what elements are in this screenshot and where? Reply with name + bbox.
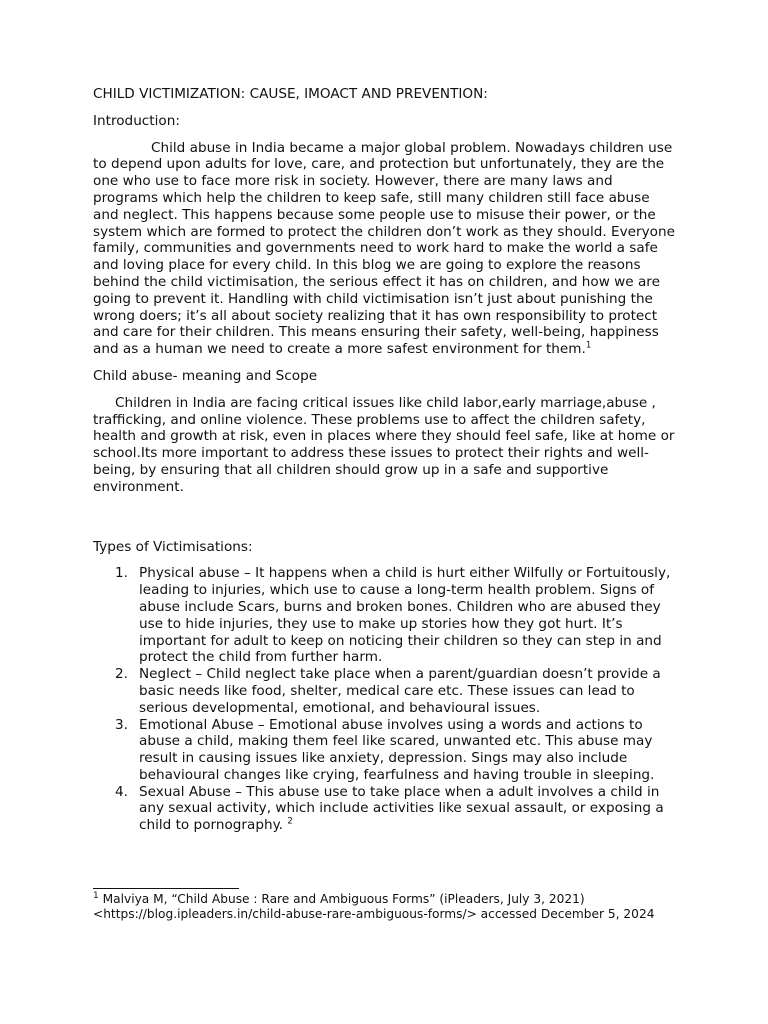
introduction-heading: Introduction: [93, 112, 180, 129]
footnote-mark: 1 [93, 890, 99, 901]
footnote-separator [93, 888, 239, 889]
list-item-text: Physical abuse – It happens when a child is hurt either Wilfully or Fortuitously, leading to injuries, which use to cause a long-term health problem. Signs of abuse include Scars, burns and broken bones. Children who are abused they use to hide injuries, they use to make up stories how they got hurt. It’s important for adult to keep on noticing their children so they can step in and protect the child from further harm. [139, 565, 671, 666]
blank-line [93, 506, 678, 539]
document-page [93, 86, 678, 834]
footnote-text: Malviya M, “Child Abuse : Rare and Ambiguous Forms” (iPleaders, July 3, 2021) <https://blog.ipleaders.in/child-abuse-rare-ambiguous-forms/> accessed December 5, 2024 [93, 892, 655, 921]
footnote-ref-2[interactable]: 2 [287, 816, 293, 827]
list-item [93, 565, 678, 666]
list-number: 3. [115, 716, 128, 733]
list-item-text [139, 784, 678, 834]
footnote [93, 892, 678, 922]
list-number: 1. [115, 565, 128, 582]
list-item [93, 784, 678, 834]
list-item-text: Emotional Abuse – Emotional abuse involves using a words and actions to abuse a child, making them feel like scared, unwanted etc. This abuse may result in causing issues like anxiety, depression. Sings may also include behavioural changes like crying, fearfulness and having trouble in sleeping. [139, 716, 655, 783]
introduction-text: Child abuse in India became a major global problem. Nowadays children use to depend upon adults for love, care, and protection but unfortunately, they are the one who use to face more risk in society. However, there are many laws and programs which help the children to keep safe, still many children still face abuse and neglect. This happens because some people use to misuse their power, or the system which are formed to protect the children don’t work as they should. Everyone family, communities and governments need to work hard to make the world a safe and loving place for every child. In this blog we are going to explore the reasons behind the child victimisation, the serious effect it has on children, and how we are going to prevent it. Handling with child victimisation isn’t just about punishing the wrong doers; it’s all about society realizing that it has own responsibility to protect and care for their children. This means ensuring their safety, well-being, happiness and as a human we need to create a more safest environment for them. [93, 139, 675, 358]
list-item-text: Neglect – Child neglect take place when a parent/guardian doesn’t provide a basic needs like food, shelter, medical care etc. These issues can lead to serious developmental, emotional, and behavioural issues. [139, 666, 661, 716]
introduction-paragraph [93, 140, 678, 358]
list-item-body: Sexual Abuse – This abuse use to take place when a adult involves a child in any sexual activity, which include activities like sexual assault, or exposing a child to pornography. [139, 783, 664, 834]
list-item [93, 717, 678, 784]
scope-paragraph: Children in India are facing critical issues like child labor,early marriage,abuse , trafficking, and online violence. These problems use to affect the children safety, health and growth at risk, even in places where they should feel safe, like at home or school.Its more important to address these issues to protect their rights and well-being, by ensuring that all children should grow up in a safe and supportive environment. [93, 394, 675, 495]
types-heading: Types of Victimisations: [93, 538, 253, 555]
footnote-ref-1[interactable]: 1 [585, 340, 592, 351]
list-number: 2. [115, 666, 128, 683]
list-number: 4. [115, 783, 128, 800]
document-title: CHILD VICTIMIZATION: CAUSE, IMOACT AND PREVENTION: [93, 86, 488, 102]
scope-heading: Child abuse- meaning and Scope [93, 367, 318, 384]
types-list [93, 565, 678, 834]
list-item [93, 666, 678, 716]
